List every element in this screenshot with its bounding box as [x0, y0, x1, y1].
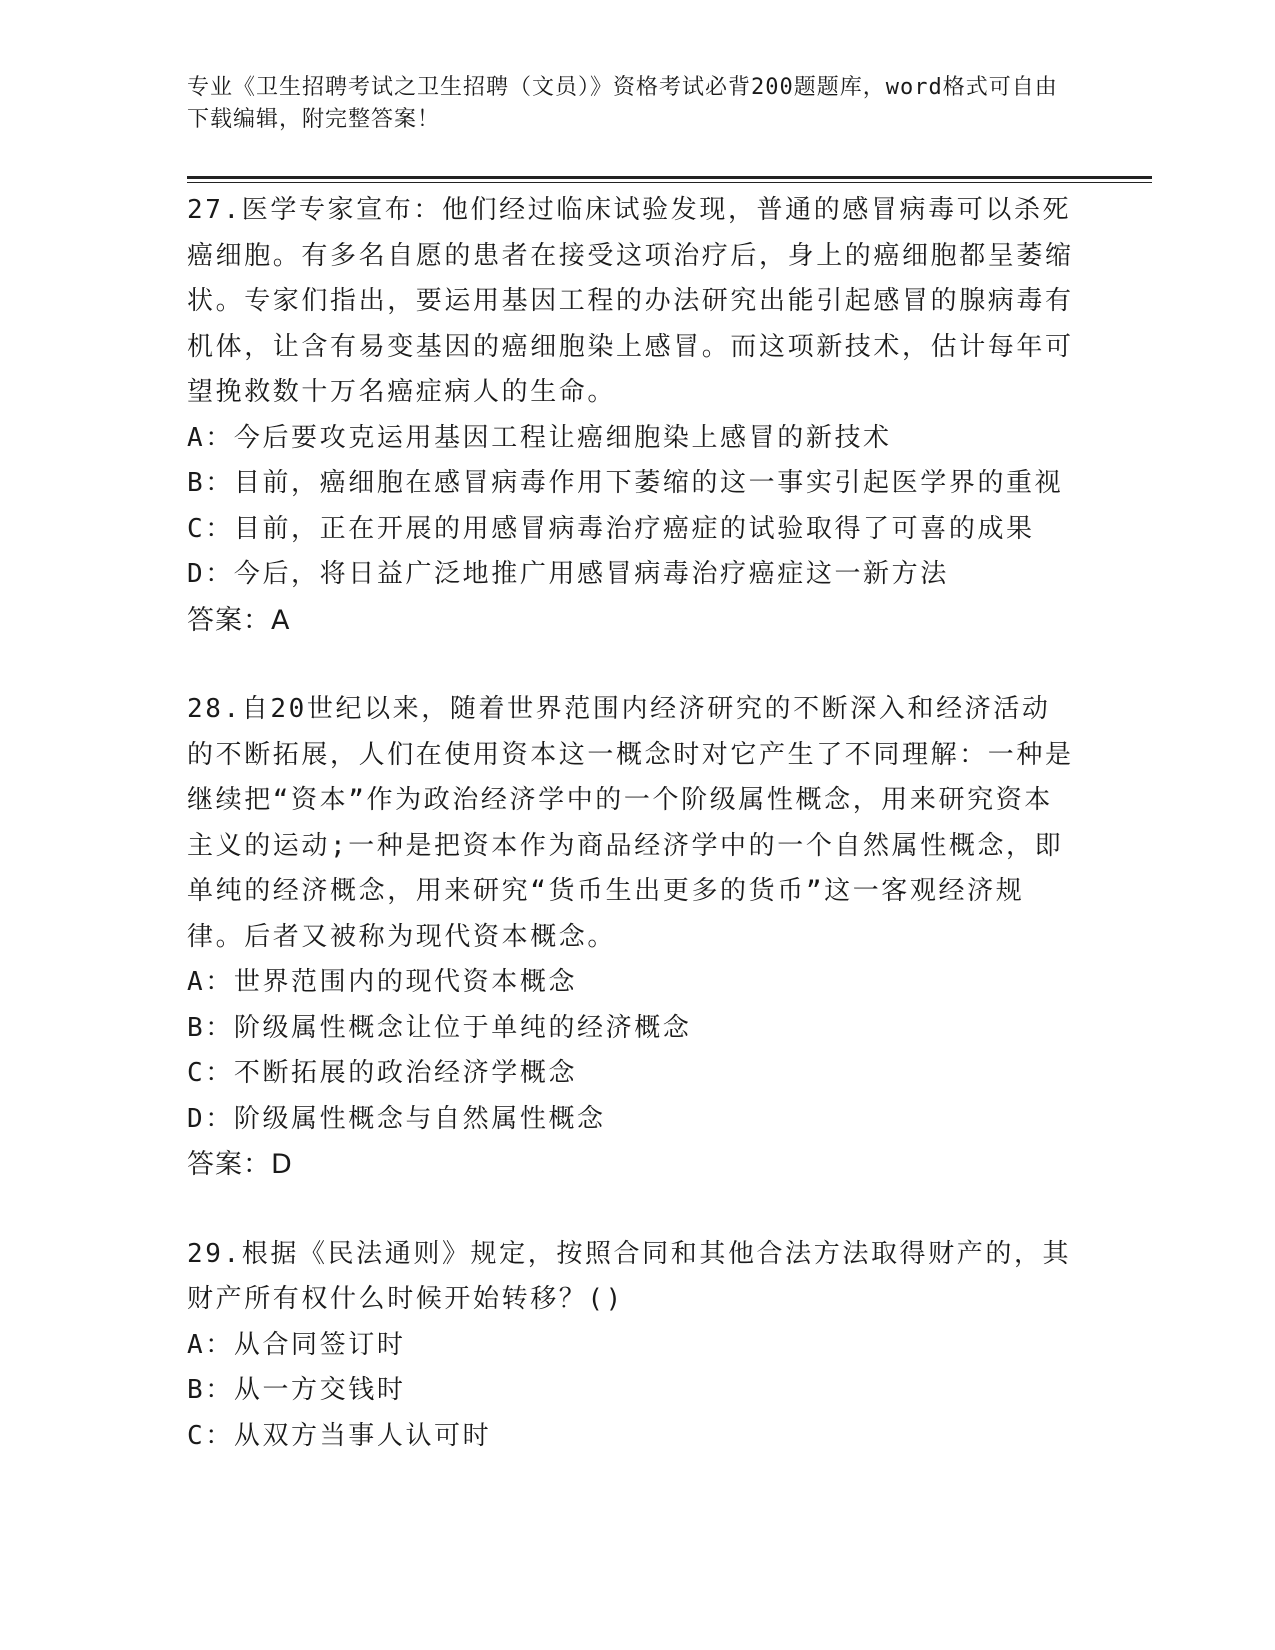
- header-title: 专业《卫生招聘考试之卫生招聘（文员）》资格考试必背200题题库，word格式可自由下载编辑，附完整答案！: [187, 75, 1058, 132]
- document-header: [187, 72, 1067, 136]
- option-a: A：今后要攻克运用基因工程让癌细胞染上感冒的新技术: [187, 422, 892, 453]
- header-divider-thin: [187, 182, 1152, 183]
- question-list: [187, 188, 1077, 1459]
- spacer: [187, 643, 1077, 687]
- option-d: D：阶级属性概念与自然属性概念: [187, 1103, 606, 1134]
- question-27: [187, 188, 1077, 643]
- question-29: [187, 1232, 1077, 1460]
- option-c: C：目前，正在开展的用感冒病毒治疗癌症的试验取得了可喜的成果: [187, 513, 1035, 544]
- option-c: C：从双方当事人认可时: [187, 1420, 492, 1451]
- option-b: B：阶级属性概念让位于单纯的经济概念: [187, 1012, 692, 1043]
- option-a: A：从合同签订时: [187, 1329, 406, 1360]
- question-text: 27.医学专家宣布：他们经过临床试验发现，普通的感冒病毒可以杀死癌细胞。有多名自愿的患者在接受这项治疗后，身上的癌细胞都呈萎缩状。专家们指出，要运用基因工程的办法研究出能引起感冒的腺病毒有机体，让含有易变基因的癌细胞染上感冒。而这项新技术，估计每年可望挽救数十万名癌症病人的生命。: [187, 195, 1074, 407]
- option-b: B：目前，癌细胞在感冒病毒作用下萎缩的这一事实引起医学界的重视: [187, 468, 1064, 498]
- answer: 答案：D: [187, 1149, 293, 1180]
- option-b: B：从一方交钱时: [187, 1375, 406, 1405]
- option-a: A：世界范围内的现代资本概念: [187, 967, 578, 997]
- question-28: [187, 687, 1077, 1188]
- spacer: [187, 1188, 1077, 1232]
- option-d: D：今后，将日益广泛地推广用感冒病毒治疗癌症这一新方法: [187, 559, 949, 589]
- header-divider-thick: [187, 176, 1152, 179]
- option-c: C：不断拓展的政治经济学概念: [187, 1058, 578, 1088]
- answer: 答案：A: [187, 604, 291, 636]
- question-text: 28.自20世纪以来，随着世界范围内经济研究的不断深入和经济活动的不断拓展，人们在使用资本这一概念时对它产生了不同理解：一种是继续把“资本”作为政治经济学中的一个阶级属性概念，用来研究资本主义的运动;一种是把资本作为商品经济学中的一个自然属性概念，即单纯的经济概念，用来研究“货币生出更多的货币”这一客观经济规律。后者又被称为现代资本概念。: [187, 694, 1074, 952]
- question-text: 29.根据《民法通则》规定，按照合同和其他合法方法取得财产的，其财产所有权什么时候开始转移？(): [187, 1238, 1072, 1314]
